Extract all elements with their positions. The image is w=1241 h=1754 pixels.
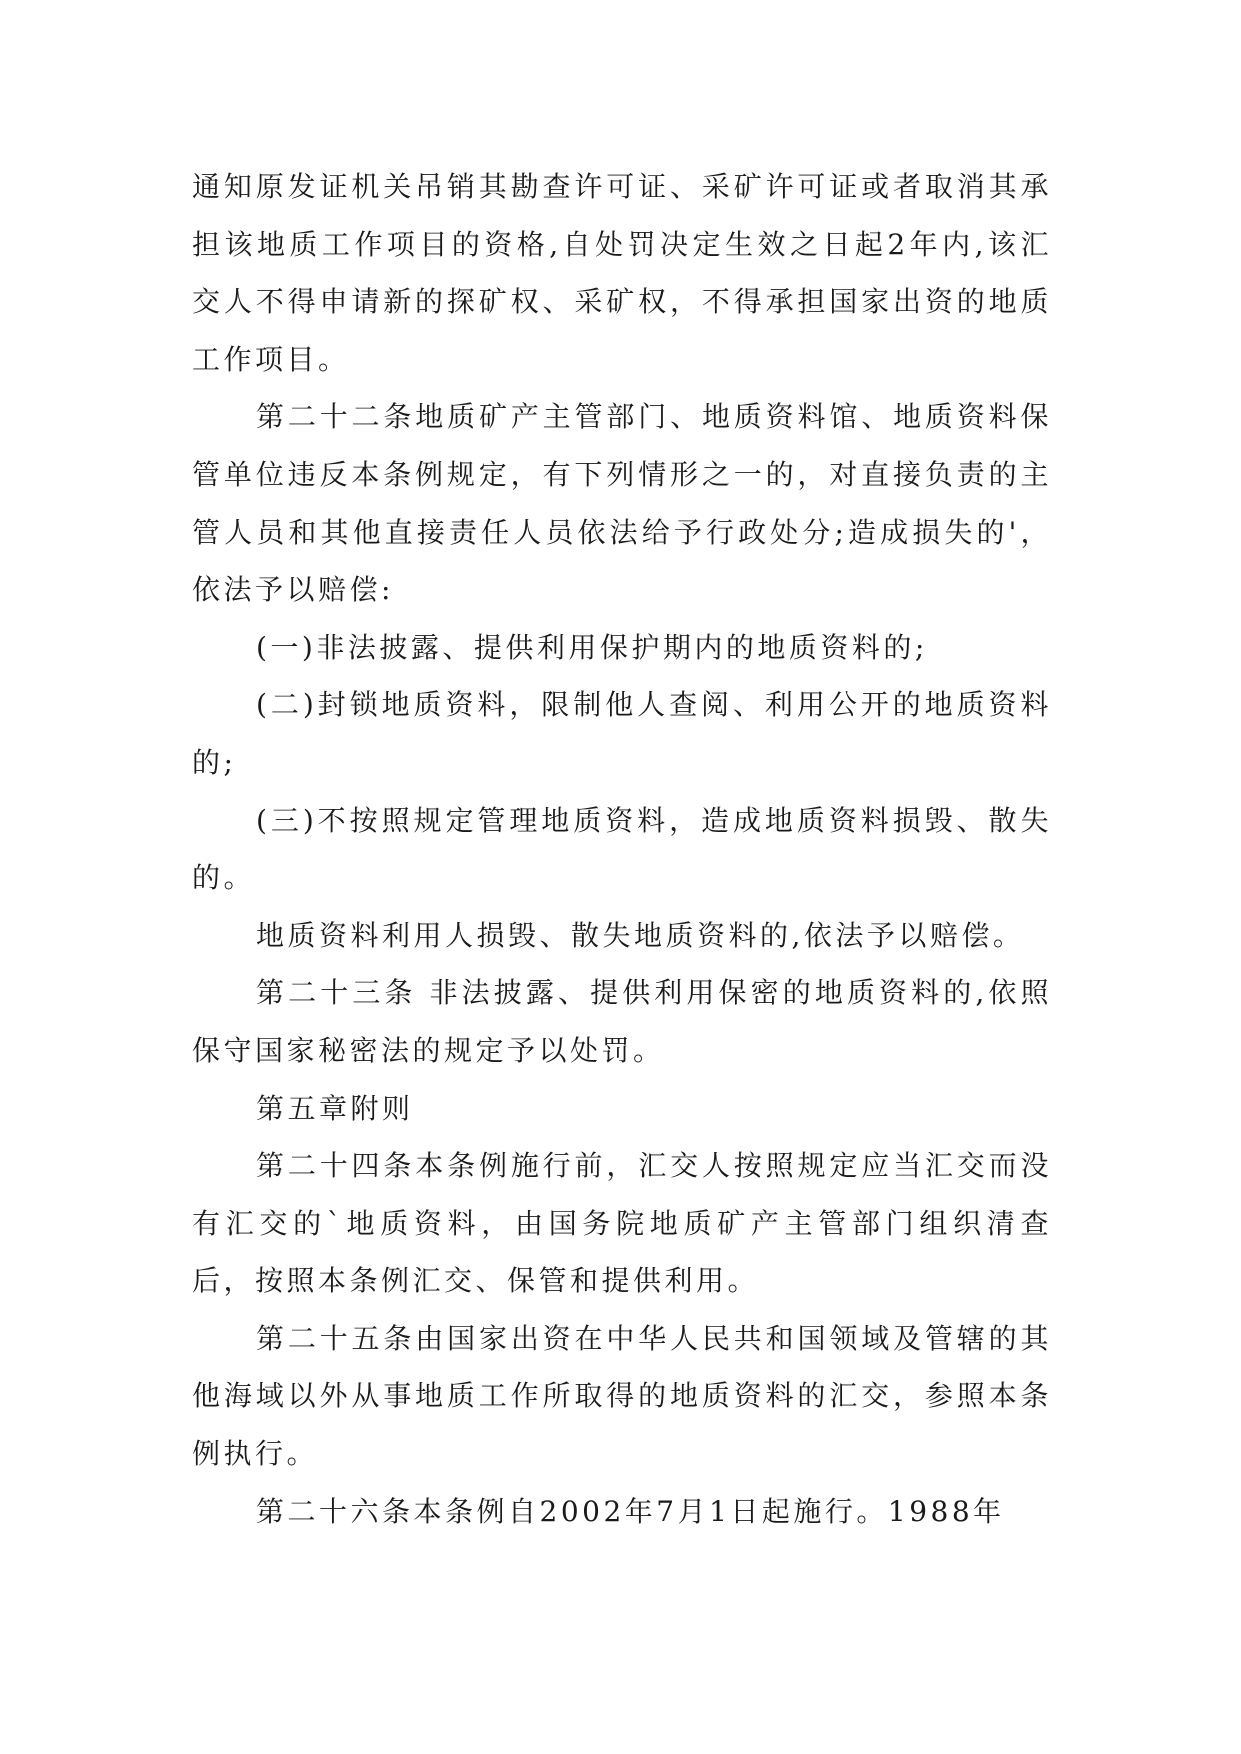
paragraph-article-23: 第二十三条 非法披露、提供利用保密的地质资料的,依照保守国家秘密法的规定予以处罚。 <box>192 976 1052 1067</box>
document-page <box>192 158 1052 1540</box>
paragraph-article-26: 第二十六条本条例自2002年7月1日起施行。1988年 <box>256 1494 1005 1528</box>
paragraph-user-liability: 地质资料利用人损毁、散失地质资料的,依法予以赔偿。 <box>256 918 1025 952</box>
paragraph-article-24: 第二十四条本条例施行前，汇交人按照规定应当汇交而没有汇交的`地质资料，由国务院地质矿产主管部门组织清查后，按照本条例汇交、保管和提供利用。 <box>192 1149 1052 1298</box>
paragraph-continuation: 通知原发证机关吊销其勘查许可证、采矿许可证或者取消其承担该地质工作项目的资格,自处罚决定生效之日起2年内,该汇交人不得申请新的探矿权、采矿权，不得承担国家出资的地质工作项目。 <box>192 170 1052 376</box>
chapter-heading: 第五章附则 <box>256 1091 414 1125</box>
paragraph-item-1: (一)非法披露、提供利用保护期内的地质资料的; <box>256 630 928 664</box>
paragraph-item-3: (三)不按照规定管理地质资料，造成地质资料损毁、散失的。 <box>192 803 1052 895</box>
paragraph-article-25: 第二十五条由国家出资在中华人民共和国领域及管辖的其他海域以外从事地质工作所取得的地质资料的汇交，参照本条例执行。 <box>192 1321 1052 1471</box>
paragraph-item-2: (二)封锁地质资料，限制他人查阅、利用公开的地质资料的; <box>192 688 1052 779</box>
paragraph-article-22: 第二十二条地质矿产主管部门、地质资料馆、地质资料保管单位违反本条例规定，有下列情形之一的，对直接负责的主管人员和其他直接责任人员依法给予行政处分;造成损失的'，依法予以赔偿: <box>192 400 1052 607</box>
